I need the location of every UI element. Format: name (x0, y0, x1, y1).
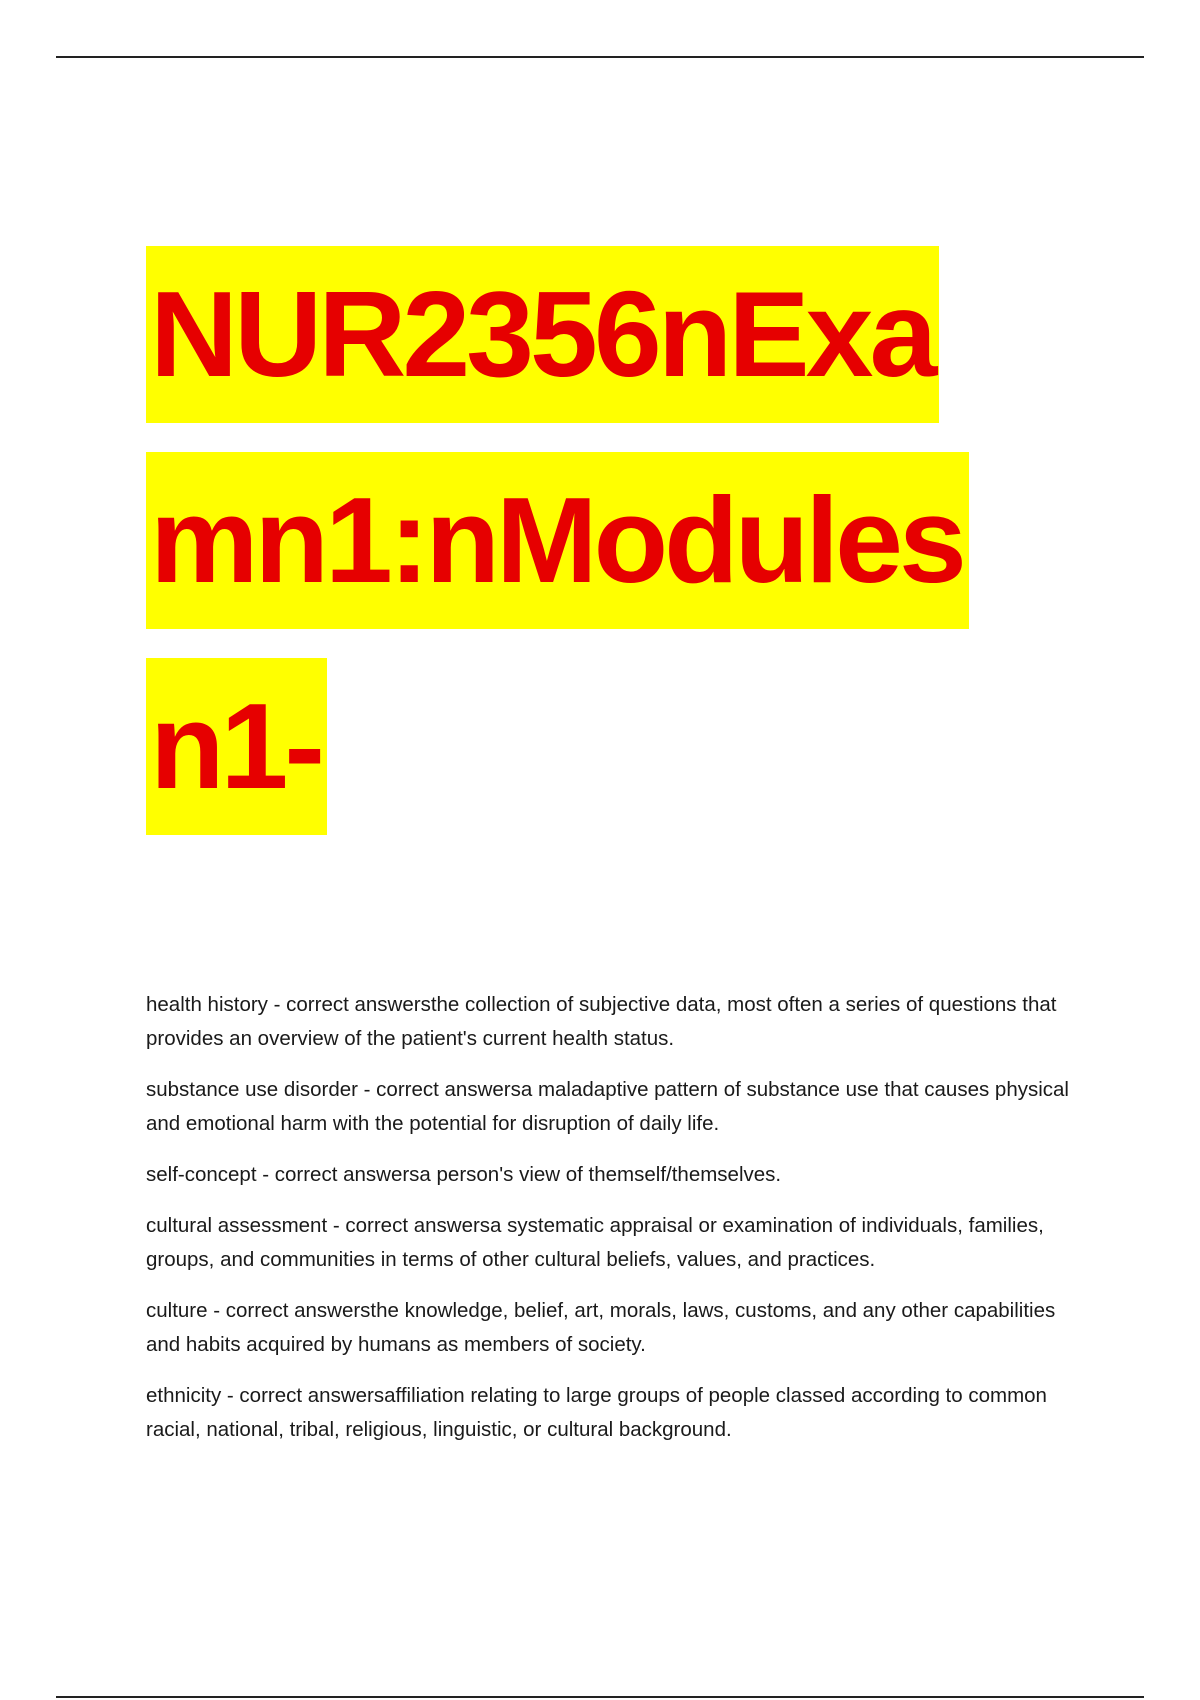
definition-culture: culture - correct answersthe knowledge, belief, art, morals, laws, customs, and any other capabilities and habits acquired by humans as members of society. (146, 1299, 1056, 1356)
title-line-3: n1- (146, 658, 327, 835)
document-title (146, 246, 969, 864)
definition-substance-use-disorder: substance use disorder - correct answersa maladaptive pattern of substance use that causes physical and emotional harm with the potential for disruption of daily life. (146, 1078, 1069, 1135)
top-rule (56, 56, 1144, 58)
definition-list (146, 988, 1086, 1464)
definition-health-history: health history - correct answersthe collection of subjective data, most often a series of questions that provides an overview of the patient's current health status. (146, 993, 1057, 1050)
definition-cultural-assessment: cultural assessment - correct answersa systematic appraisal or examination of individuals, families, groups, and communities in terms of other cultural beliefs, values, and practices. (146, 1214, 1044, 1271)
bottom-rule (56, 1696, 1144, 1698)
definition-ethnicity: ethnicity - correct answersaffiliation relating to large groups of people classed according to common racial, national, tribal, religious, linguistic, or cultural background. (146, 1384, 1047, 1441)
definition-self-concept: self-concept - correct answersa person's view of themself/themselves. (146, 1163, 782, 1186)
title-line-2: mn1:nModules (146, 452, 969, 629)
title-line-1: NUR2356nExa (146, 246, 939, 423)
